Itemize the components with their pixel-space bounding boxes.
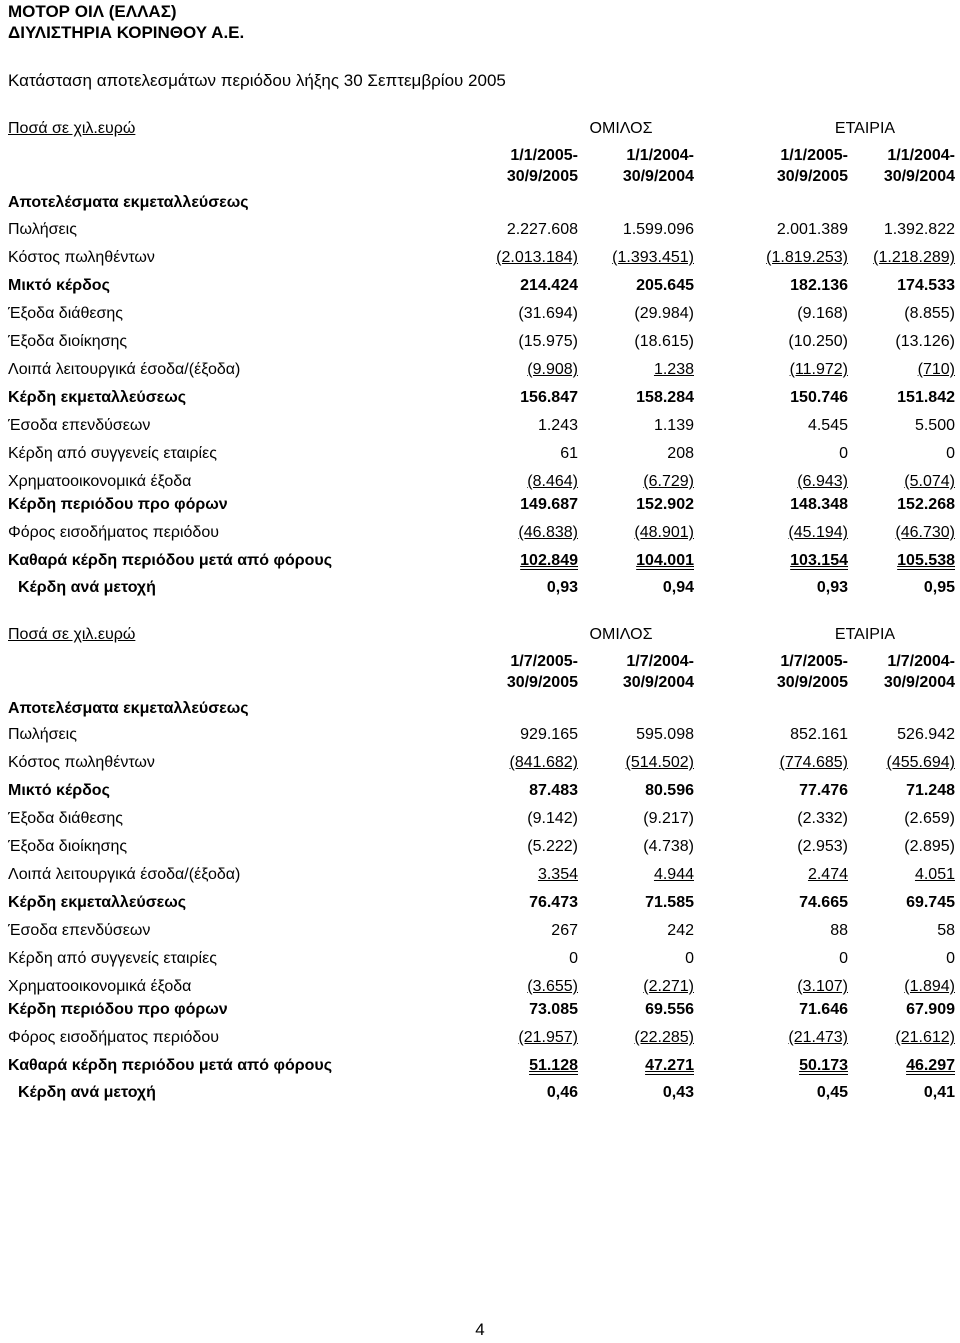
row-value: 87.483 <box>529 782 578 799</box>
row-value: 0 <box>569 950 578 967</box>
row-label: Έσοδα επενδύσεων <box>8 922 151 939</box>
table-row <box>0 549 960 575</box>
table-row <box>0 521 960 547</box>
row-value: (29.984) <box>634 305 694 322</box>
period-start: 1/1/2004- <box>626 147 694 164</box>
row-value: (31.694) <box>518 305 578 322</box>
table-row <box>0 274 960 300</box>
row-value: (5.074) <box>904 473 955 490</box>
row-label: Φόρος εισοδήματος περιόδου <box>8 524 219 541</box>
row-value: (11.972) <box>789 361 848 378</box>
period-start: 1/7/2004- <box>887 653 955 670</box>
period-end: 30/9/2005 <box>776 168 848 185</box>
table-row <box>0 1081 960 1107</box>
row-value: 0,94 <box>662 579 694 596</box>
row-value: (3.655) <box>527 978 578 995</box>
table-row <box>0 358 960 384</box>
row-value: (45.194) <box>788 524 848 541</box>
row-value: 0,43 <box>662 1084 694 1101</box>
row-value: (4.738) <box>643 838 694 855</box>
row-value: (21.473) <box>788 1029 848 1046</box>
period-header <box>884 651 955 693</box>
row-value: 71.248 <box>906 782 955 799</box>
row-value: 1.392.822 <box>883 221 955 238</box>
row-value: 5.500 <box>914 417 955 434</box>
row-value: 67.909 <box>906 1001 955 1018</box>
row-value: (13.126) <box>895 333 955 350</box>
row-value: 0,45 <box>816 1084 848 1101</box>
row-value: 852.161 <box>790 726 848 743</box>
section-heading: Αποτελέσματα εκμεταλλεύσεως <box>8 194 249 211</box>
row-value: 149.687 <box>520 496 578 513</box>
row-value: (1.218.289) <box>873 249 955 266</box>
table-row <box>0 891 960 917</box>
table-row <box>0 723 960 749</box>
row-label: Λοιπά λειτουργικά έσοδα/(έξοδα) <box>8 361 241 378</box>
page-number: 4 <box>475 1320 485 1339</box>
table-row <box>0 386 960 412</box>
company-header: ΕΤΑΙΡΙΑ <box>834 626 896 643</box>
row-value: 526.942 <box>897 726 955 743</box>
row-value: (10.250) <box>788 333 848 350</box>
row-value: (5.222) <box>527 838 578 855</box>
row-value: 208 <box>667 445 694 462</box>
row-value: (6.729) <box>643 473 694 490</box>
row-value: (1.894) <box>904 978 955 995</box>
row-value: 46.297 <box>906 1057 955 1074</box>
company-name-line2: ΔΙΥΛΙΣΤΗΡΙΑ ΚΟΡΙΝΘΟΥ Α.Ε. <box>8 23 245 42</box>
row-value: 174.533 <box>897 277 955 294</box>
table-row <box>0 414 960 440</box>
row-value: 0,93 <box>816 579 848 596</box>
row-value: (9.217) <box>643 810 694 827</box>
row-value: (9.168) <box>797 305 848 322</box>
row-value: (46.730) <box>895 524 955 541</box>
row-value: (9.142) <box>527 810 578 827</box>
row-value: (21.612) <box>895 1029 955 1046</box>
row-value: (9.908) <box>527 361 578 378</box>
row-value: 4.051 <box>914 866 955 883</box>
row-label: Κέρδη περιόδου προ φόρων <box>8 496 228 513</box>
row-label: Μικτό κέρδος <box>8 782 110 799</box>
row-label: Μικτό κέρδος <box>8 277 110 294</box>
table-row <box>0 576 960 602</box>
row-value: 58 <box>937 922 955 939</box>
period-header <box>623 651 694 693</box>
row-value: 61 <box>560 445 578 462</box>
row-value: 4.545 <box>807 417 848 434</box>
row-value: (710) <box>917 361 955 378</box>
table-row <box>0 442 960 468</box>
row-value: 73.085 <box>529 1001 578 1018</box>
row-value: 2.474 <box>807 866 848 883</box>
table-row <box>0 1054 960 1080</box>
row-value: 929.165 <box>520 726 578 743</box>
row-value: 152.902 <box>636 496 694 513</box>
row-label: Κέρδη εκμεταλλεύσεως <box>8 894 187 911</box>
row-value: (1.819.253) <box>766 249 848 266</box>
period-header <box>777 651 848 693</box>
row-value: 1.243 <box>537 417 578 434</box>
unit-label: Ποσά σε χιλ.ευρώ <box>8 120 136 137</box>
row-value: 150.746 <box>790 389 848 406</box>
row-value: 104.001 <box>636 552 694 569</box>
row-value: 156.847 <box>520 389 578 406</box>
period-header <box>777 145 848 187</box>
period-start: 1/1/2005- <box>510 147 578 164</box>
row-value: (46.838) <box>518 524 578 541</box>
row-value: 158.284 <box>636 389 694 406</box>
row-value: (2.953) <box>797 838 848 855</box>
row-value: (455.694) <box>886 754 955 771</box>
row-value: (18.615) <box>634 333 694 350</box>
row-value: (2.013.184) <box>496 249 578 266</box>
row-value: 0,95 <box>923 579 955 596</box>
row-value: (15.975) <box>518 333 578 350</box>
row-label: Κέρδη ανά μετοχή <box>18 1084 156 1101</box>
table-row <box>0 835 960 861</box>
row-value: 74.665 <box>799 894 848 911</box>
period-end: 30/9/2004 <box>622 168 694 185</box>
row-label: Κόστος πωληθέντων <box>8 249 155 266</box>
row-value: (3.107) <box>797 978 848 995</box>
period-header <box>507 651 578 693</box>
row-value: 76.473 <box>529 894 578 911</box>
row-value: 3.354 <box>537 866 578 883</box>
row-value: 2.227.608 <box>506 221 578 238</box>
row-label: Πωλήσεις <box>8 221 77 238</box>
row-label: Κέρδη περιόδου προ φόρων <box>8 1001 228 1018</box>
row-value: 88 <box>830 922 848 939</box>
row-value: 214.424 <box>520 277 578 294</box>
row-value: 0 <box>946 445 955 462</box>
row-value: (514.502) <box>625 754 694 771</box>
table-row <box>0 779 960 805</box>
table-row <box>0 919 960 945</box>
unit-label: Ποσά σε χιλ.ευρώ <box>8 626 136 643</box>
row-value: 148.348 <box>790 496 848 513</box>
row-value: (2.659) <box>904 810 955 827</box>
row-value: (6.943) <box>797 473 848 490</box>
row-value: (8.464) <box>527 473 578 490</box>
row-value: (48.901) <box>634 524 694 541</box>
row-value: 2.001.389 <box>776 221 848 238</box>
row-value: 102.849 <box>520 552 578 569</box>
row-label: Φόρος εισοδήματος περιόδου <box>8 1029 219 1046</box>
row-value: 77.476 <box>799 782 848 799</box>
row-value: 80.596 <box>645 782 694 799</box>
table-row <box>0 218 960 244</box>
period-end: 30/9/2004 <box>883 168 955 185</box>
table-row <box>0 998 960 1024</box>
company-name-line1: ΜΟΤΟΡ ΟΙΛ (ΕΛΛΑΣ) <box>8 2 177 21</box>
period-start: 1/7/2005- <box>780 653 848 670</box>
row-label: Χρηματοοικονομικά έξοδα <box>8 473 192 490</box>
row-value: (2.332) <box>797 810 848 827</box>
row-label: Έσοδα επενδύσεων <box>8 417 151 434</box>
row-label: Κέρδη ανά μετοχή <box>18 579 156 596</box>
row-label: Καθαρά κέρδη περιόδου μετά από φόρους <box>8 552 333 569</box>
row-value: 1.139 <box>653 417 694 434</box>
row-label: Κέρδη από συγγενείς εταιρίες <box>8 950 217 967</box>
row-value: 51.128 <box>529 1057 578 1074</box>
period-end: 30/9/2005 <box>506 168 578 185</box>
row-label: Καθαρά κέρδη περιόδου μετά από φόρους <box>8 1057 333 1074</box>
row-value: 69.745 <box>906 894 955 911</box>
row-value: 242 <box>667 922 694 939</box>
row-value: 1.599.096 <box>622 221 694 238</box>
table-row <box>0 947 960 973</box>
table-row <box>0 302 960 328</box>
row-label: Λοιπά λειτουργικά έσοδα/(έξοδα) <box>8 866 241 883</box>
row-value: (21.957) <box>518 1029 578 1046</box>
row-value: 0 <box>839 445 848 462</box>
period-end: 30/9/2004 <box>883 674 955 691</box>
row-label: Έξοδα διοίκησης <box>8 333 128 350</box>
row-value: (2.271) <box>643 978 694 995</box>
period-header <box>507 145 578 187</box>
period-end: 30/9/2005 <box>506 674 578 691</box>
table-row <box>0 863 960 889</box>
row-value: 152.268 <box>897 496 955 513</box>
table-row <box>0 1026 960 1052</box>
statement-title: Κατάσταση αποτελεσμάτων περιόδου λήξης 30 Σεπτεμβρίου 2005 <box>8 71 506 90</box>
row-label: Πωλήσεις <box>8 726 77 743</box>
row-value: 50.173 <box>799 1057 848 1074</box>
row-value: 4.944 <box>653 866 694 883</box>
row-value: 0 <box>839 950 848 967</box>
row-label: Έξοδα διάθεσης <box>8 305 124 322</box>
row-value: 151.842 <box>897 389 955 406</box>
row-value: 0,46 <box>546 1084 578 1101</box>
row-value: (1.393.451) <box>612 249 694 266</box>
row-value: (22.285) <box>634 1029 694 1046</box>
row-value: 0 <box>946 950 955 967</box>
table-row <box>0 493 960 519</box>
row-value: 0,41 <box>923 1084 955 1101</box>
row-value: 47.271 <box>645 1057 694 1074</box>
period-start: 1/1/2005- <box>780 147 848 164</box>
row-value: 267 <box>551 922 578 939</box>
row-value: (841.682) <box>509 754 578 771</box>
table-row <box>0 246 960 272</box>
row-label: Έξοδα διοίκησης <box>8 838 128 855</box>
row-value: 0,93 <box>546 579 578 596</box>
row-label: Κόστος πωληθέντων <box>8 754 155 771</box>
table-row <box>0 807 960 833</box>
row-label: Έξοδα διάθεσης <box>8 810 124 827</box>
row-value: 182.136 <box>790 277 848 294</box>
group-header: ΟΜΙΛΟΣ <box>589 120 653 137</box>
row-value: (2.895) <box>904 838 955 855</box>
row-value: 69.556 <box>645 1001 694 1018</box>
row-value: 205.645 <box>636 277 694 294</box>
table-row <box>0 330 960 356</box>
row-label: Χρηματοοικονομικά έξοδα <box>8 978 192 995</box>
row-value: 1.238 <box>653 361 694 378</box>
row-value: 71.646 <box>799 1001 848 1018</box>
row-value: 105.538 <box>897 552 955 569</box>
row-value: 0 <box>685 950 694 967</box>
table-row <box>0 751 960 777</box>
group-header: ΟΜΙΛΟΣ <box>589 626 653 643</box>
period-header <box>884 145 955 187</box>
section-heading: Αποτελέσματα εκμεταλλεύσεως <box>8 700 249 717</box>
period-end: 30/9/2004 <box>622 674 694 691</box>
row-value: (8.855) <box>904 305 955 322</box>
company-header: ΕΤΑΙΡΙΑ <box>834 120 896 137</box>
period-start: 1/7/2005- <box>510 653 578 670</box>
row-value: 595.098 <box>636 726 694 743</box>
row-value: 71.585 <box>645 894 694 911</box>
row-label: Κέρδη από συγγενείς εταιρίες <box>8 445 217 462</box>
row-label: Κέρδη εκμεταλλεύσεως <box>8 389 187 406</box>
row-value: 103.154 <box>790 552 848 569</box>
period-header <box>623 145 694 187</box>
period-end: 30/9/2005 <box>776 674 848 691</box>
period-start: 1/1/2004- <box>887 147 955 164</box>
row-value: (774.685) <box>779 754 848 771</box>
period-start: 1/7/2004- <box>626 653 694 670</box>
